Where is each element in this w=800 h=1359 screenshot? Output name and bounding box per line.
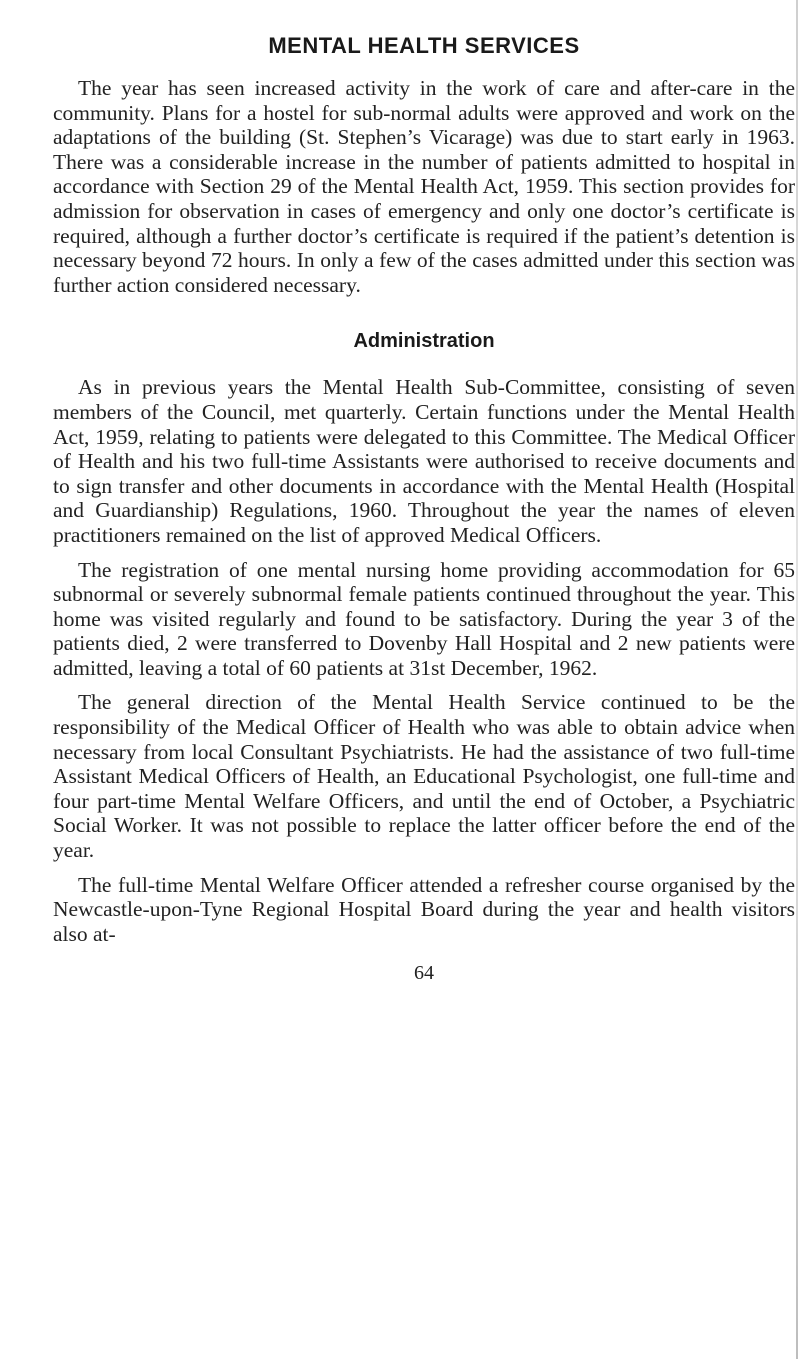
section-heading: Administration <box>353 330 495 353</box>
page-title: MENTAL HEALTH SERVICES <box>268 33 580 58</box>
admin-paragraph-1: As in previous years the Mental Health Sub-Committee, consisting of seven members of the Council, met quarterly. Certain functions under the Mental Health Act, 1959, relating to patients were delegated to this Committee. The Medical Officer of Health and his two full-time Assistants were authorised to receive documents and to sign transfer and other documents in accordance with the Mental Health (Hospital and Guardianship) Regulations, 1960. Throughout the year the names of eleven practitioners remained on the list of approved Medical Officers. <box>53 375 795 547</box>
admin-paragraph-2: The registration of one mental nursing home providing accommodation for 65 subnormal or severely subnormal female patients continued throughout the year. This home was visited regularly and found to be satisfactory. During the year 3 of the patients died, 2 were transferred to Dovenby Hall Hospital and 2 new patients were admitted, leaving a total of 60 patients at 31st December, 1962. <box>53 557 795 680</box>
intro-paragraph: The year has seen increased activity in the work of care and after-care in the community. Plans for a hostel for sub-normal adults were approved and work on the adaptations of the building (St. Stephen’s Vicarage) was due to start early in 1963. There was a considerable increase in the number of patients admitted to hospital in accordance with Section 29 of the Mental Health Act, 1959. This section provides for admission for observation in cases of emergency and only one doctor’s certificate is required, although a further doctor’s certificate is required if the patient’s detention is necessary beyond 72 hours. In only a few of the cases admitted under this section was further action considered necessary. <box>53 76 795 297</box>
admin-paragraph-3: The general direction of the Mental Health Service continued to be the responsibility of the Medical Officer of Health who was able to obtain advice when necessary from local Consultant Psychiatrists. He had the assistance of two full-time Assistant Medical Officers of Health, an Educational Psychologist, one full-time and four part-time Mental Welfare Officers, and until the end of October, a Psychiatric Social Worker. It was not possible to replace the latter officer before the end of the year. <box>53 690 795 863</box>
page-number: 64 <box>414 962 434 985</box>
document-page <box>53 28 795 985</box>
page-edge <box>796 0 798 1359</box>
admin-paragraph-4: The full-time Mental Welfare Officer attended a refresher course organised by the Newcastle-upon-Tyne Regional Hospital Board during the year and health visitors also at- <box>53 872 795 946</box>
